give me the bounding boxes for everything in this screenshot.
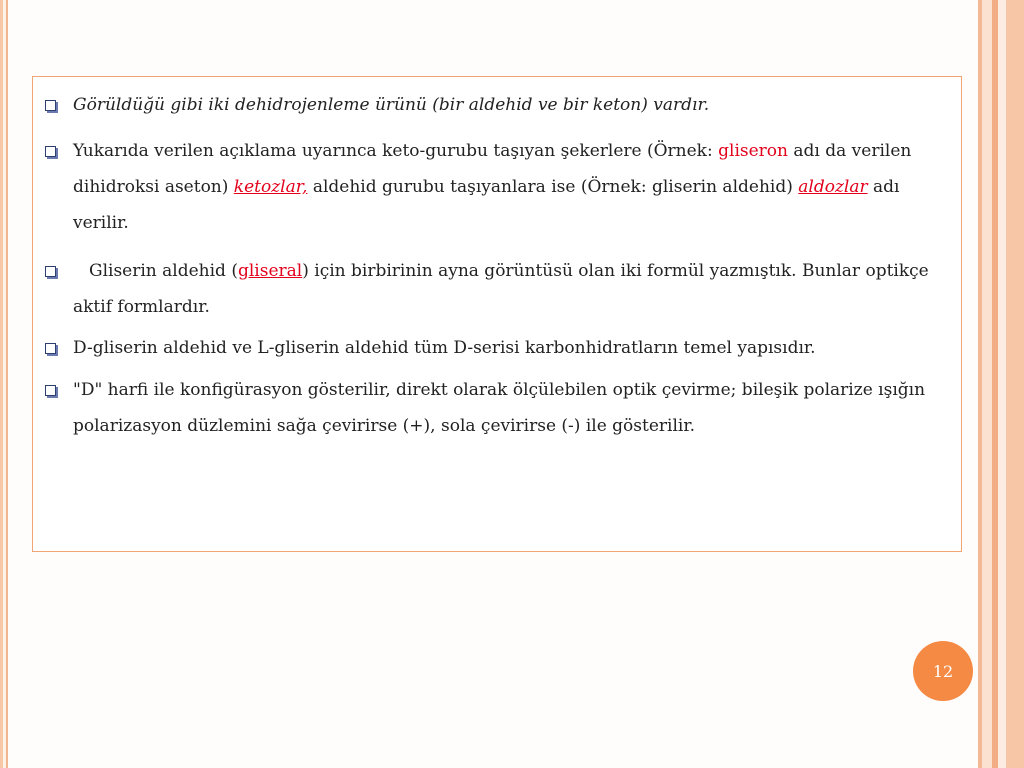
bullet-4-text: D-gliserin aldehid ve L-gliserin aldehid tüm D-serisi karbonhidratların temel yapısıdır. xyxy=(73,338,816,358)
page-number: 12 xyxy=(932,661,954,681)
bullet-2-part-1: Yukarıda verilen açıklama uyarınca keto-gurubu taşıyan şekerlere (Örnek: xyxy=(73,141,719,161)
bullet-5-line-2: polarizasyon düzlemini sağa çevirirse (+), sola çevirirse (-) ile gösterilir. xyxy=(73,416,696,436)
bullet-2-part-4: aldehid gurubu taşıyanlara ise (Örnek: gliserin aldehid) xyxy=(307,177,799,197)
square-bullet-icon xyxy=(45,266,56,277)
bullet-3-line-2 xyxy=(73,289,953,325)
square-bullet-icon xyxy=(45,100,56,111)
decor-band xyxy=(1006,0,1024,768)
square-bullet-icon xyxy=(45,343,56,354)
term-aldozlar: aldozlar xyxy=(798,177,868,197)
bullet-1-text: Görüldüğü gibi iki dehidrojenleme ürünü (bir aldehid ve bir keton) vardır. xyxy=(73,95,710,115)
bullet-2-line-3 xyxy=(73,205,953,241)
bullet-3-line-1 xyxy=(73,253,953,289)
bullet-text xyxy=(73,87,953,123)
content-box xyxy=(32,76,962,552)
decor-band xyxy=(982,0,992,768)
bullet-2-line-1 xyxy=(73,133,953,169)
bullet-3-part-3: aktif formlardır. xyxy=(73,297,210,317)
bullet-3-part-1: Gliserin aldehid ( xyxy=(89,261,238,281)
bullet-text xyxy=(73,133,953,241)
bullet-text xyxy=(73,372,953,444)
bullet-3-part-2: ) için birbirinin ayna görüntüsü olan iki formül yazmıştık. Bunlar optikçe xyxy=(302,261,929,281)
decor-band xyxy=(998,0,1006,768)
right-decor-frame xyxy=(978,0,1024,768)
square-bullet-icon xyxy=(45,146,56,157)
left-decor-stripe xyxy=(0,0,10,768)
bullet-2-part-6: verilir. xyxy=(73,213,129,233)
bullet-2-part-2: adı da verilen xyxy=(787,141,912,161)
square-bullet-icon xyxy=(45,385,56,396)
bullet-5-line-1: "D" harfi ile konfigürasyon gösterilir, direkt olarak ölçülebilen optik çevirme; bileşik polarize ışığın xyxy=(73,380,926,400)
bullet-text xyxy=(73,330,953,366)
bullet-2-line-2 xyxy=(73,169,953,205)
page-number-badge xyxy=(913,641,973,701)
bullet-2-part-3: dihidroksi aseton) xyxy=(73,177,234,197)
bullet-text xyxy=(73,253,953,325)
bullet-2-part-5: adı xyxy=(867,177,900,197)
term-ketozlar: ketozlar, xyxy=(233,177,308,197)
term-gliseron: gliseron xyxy=(718,141,788,161)
term-gliseral: gliseral xyxy=(237,261,303,281)
